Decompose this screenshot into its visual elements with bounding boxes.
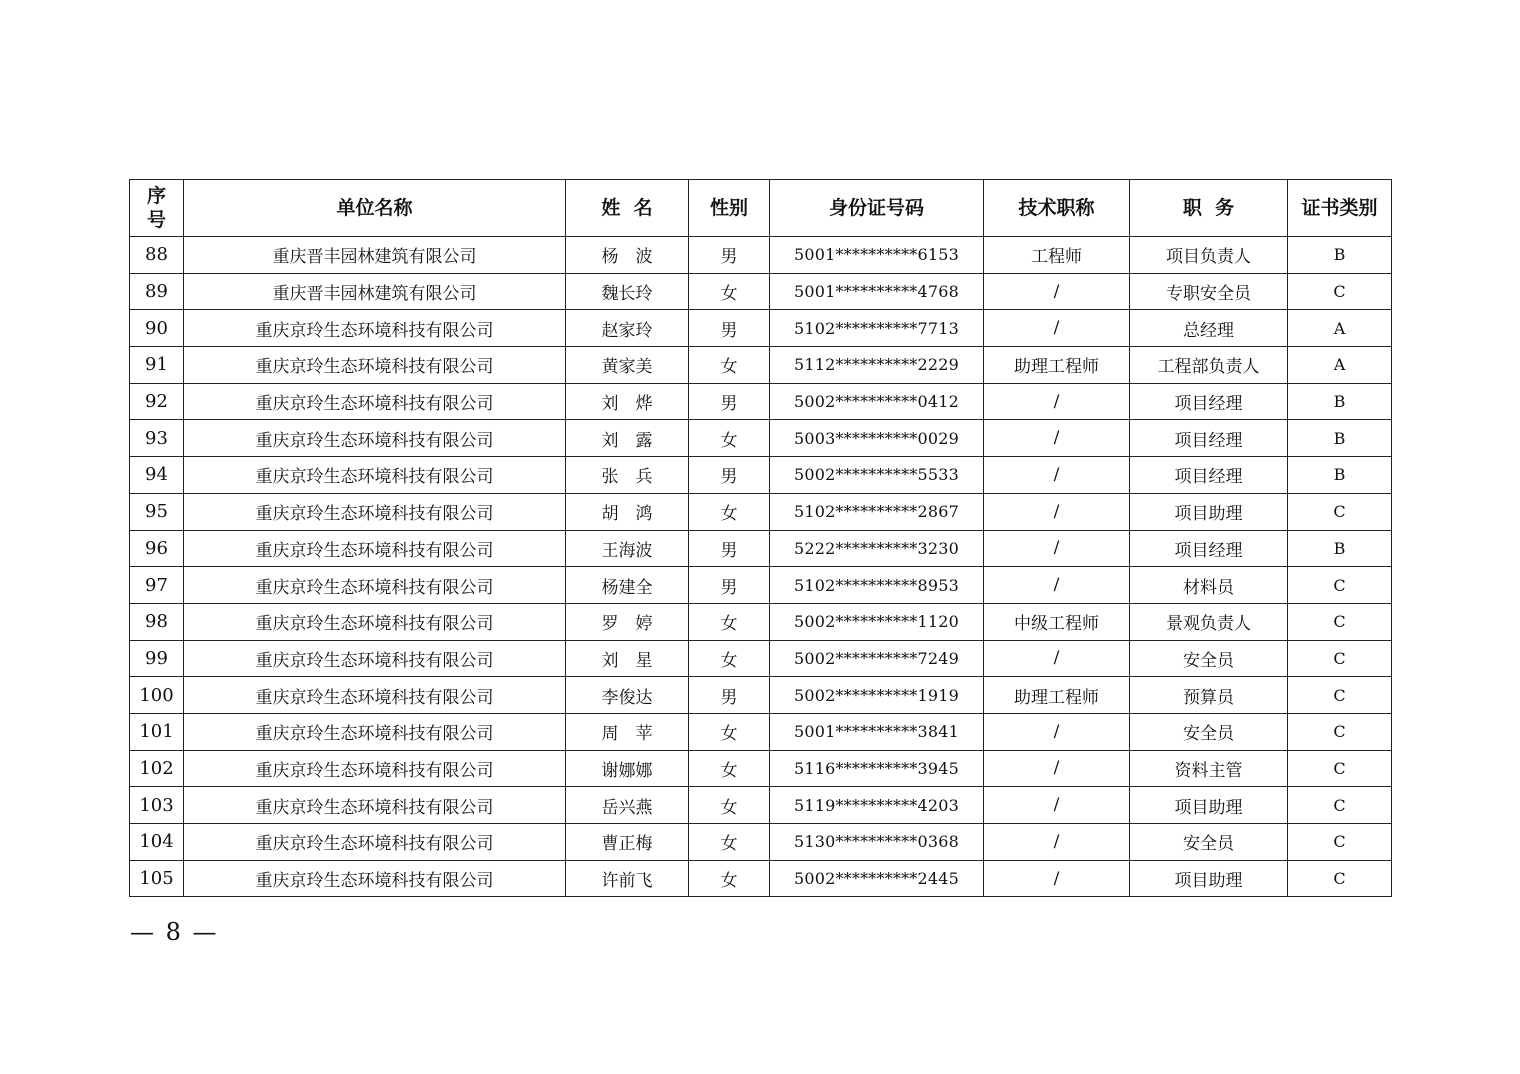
cell-id-number: 5102**********8953 [770,567,984,604]
cell-unit-name: 重庆京玲生态环境科技有限公司 [184,750,566,787]
cell-name: 魏长玲 [566,273,689,310]
cell-id-number: 5002**********2445 [770,860,984,897]
table-row [130,420,1392,457]
cell-cert-type: C [1288,677,1392,714]
cell-gender: 男 [689,567,770,604]
cell-unit-name: 重庆京玲生态环境科技有限公司 [184,530,566,567]
cell-position: 项目助理 [1130,860,1288,897]
cell-seq: 95 [130,493,184,530]
cell-cert-type: C [1288,493,1392,530]
cell-cert-type: A [1288,310,1392,347]
cell-name: 岳兴燕 [566,787,689,824]
cell-seq: 89 [130,273,184,310]
cell-cert-type: C [1288,273,1392,310]
cell-gender: 男 [689,237,770,274]
cell-seq: 88 [130,237,184,274]
cell-name: 杨建全 [566,567,689,604]
table-row [130,237,1392,274]
cell-tech-title: / [984,750,1130,787]
cell-seq: 101 [130,713,184,750]
cell-seq: 97 [130,567,184,604]
cell-unit-name: 重庆晋丰园林建筑有限公司 [184,273,566,310]
cell-tech-title: / [984,713,1130,750]
cell-gender: 男 [689,530,770,567]
cell-cert-type: B [1288,383,1392,420]
cell-tech-title: / [984,567,1130,604]
cell-tech-title: / [984,273,1130,310]
cell-cert-type: C [1288,787,1392,824]
cell-id-number: 5119**********4203 [770,787,984,824]
cell-gender: 女 [689,713,770,750]
cell-tech-title: 工程师 [984,237,1130,274]
cell-unit-name: 重庆京玲生态环境科技有限公司 [184,824,566,861]
cell-unit-name: 重庆京玲生态环境科技有限公司 [184,860,566,897]
cell-name: 刘 露 [566,420,689,457]
cell-unit-name: 重庆京玲生态环境科技有限公司 [184,493,566,530]
cell-cert-type: C [1288,713,1392,750]
cell-cert-type: C [1288,824,1392,861]
cell-tech-title: / [984,493,1130,530]
table-row [130,787,1392,824]
cell-unit-name: 重庆京玲生态环境科技有限公司 [184,420,566,457]
table-header [130,180,1392,237]
cell-cert-type: B [1288,420,1392,457]
cell-cert-type: C [1288,860,1392,897]
header-name: 姓 名 [566,180,689,237]
cell-cert-type: C [1288,640,1392,677]
cell-cert-type: B [1288,530,1392,567]
cell-tech-title: / [984,420,1130,457]
table-row [130,273,1392,310]
cell-cert-type: B [1288,237,1392,274]
cell-tech-title: 助理工程师 [984,677,1130,714]
cell-position: 项目经理 [1130,383,1288,420]
personnel-table [129,179,1392,897]
cell-tech-title: / [984,787,1130,824]
cell-id-number: 5222**********3230 [770,530,984,567]
cell-position: 项目经理 [1130,420,1288,457]
cell-id-number: 5002**********7249 [770,640,984,677]
cell-gender: 女 [689,493,770,530]
cell-position: 景观负责人 [1130,603,1288,640]
cell-seq: 98 [130,603,184,640]
table-row [130,567,1392,604]
cell-seq: 100 [130,677,184,714]
cell-seq: 102 [130,750,184,787]
cell-unit-name: 重庆京玲生态环境科技有限公司 [184,383,566,420]
cell-gender: 女 [689,420,770,457]
cell-unit-name: 重庆晋丰园林建筑有限公司 [184,237,566,274]
cell-tech-title: / [984,310,1130,347]
cell-gender: 女 [689,824,770,861]
cell-seq: 103 [130,787,184,824]
table-row [130,530,1392,567]
cell-tech-title: / [984,860,1130,897]
cell-id-number: 5002**********1919 [770,677,984,714]
cell-position: 材料员 [1130,567,1288,604]
page-number: — 8 — [130,918,219,946]
cell-seq: 104 [130,824,184,861]
cell-gender: 女 [689,640,770,677]
cell-name: 罗 婷 [566,603,689,640]
cell-id-number: 5001**********3841 [770,713,984,750]
cell-position: 项目经理 [1130,530,1288,567]
cell-gender: 女 [689,787,770,824]
cell-id-number: 5130**********0368 [770,824,984,861]
cell-seq: 94 [130,457,184,494]
cell-tech-title: / [984,530,1130,567]
cell-position: 项目助理 [1130,493,1288,530]
table-row [130,347,1392,384]
cell-position: 专职安全员 [1130,273,1288,310]
cell-gender: 女 [689,347,770,384]
cell-position: 项目经理 [1130,457,1288,494]
header-position: 职 务 [1130,180,1288,237]
cell-tech-title: / [984,457,1130,494]
cell-seq: 92 [130,383,184,420]
cell-position: 资料主管 [1130,750,1288,787]
cell-tech-title: / [984,824,1130,861]
cell-seq: 90 [130,310,184,347]
cell-seq: 99 [130,640,184,677]
header-unit-name: 单位名称 [184,180,566,237]
cell-tech-title: / [984,383,1130,420]
cell-name: 张 兵 [566,457,689,494]
cell-name: 谢娜娜 [566,750,689,787]
cell-tech-title: 中级工程师 [984,603,1130,640]
cell-position: 工程部负责人 [1130,347,1288,384]
header-seq: 序 号 [130,180,184,237]
cell-unit-name: 重庆京玲生态环境科技有限公司 [184,677,566,714]
cell-seq: 105 [130,860,184,897]
cell-cert-type: C [1288,567,1392,604]
cell-name: 刘 烨 [566,383,689,420]
header-row [130,180,1392,237]
cell-id-number: 5001**********6153 [770,237,984,274]
cell-gender: 女 [689,860,770,897]
cell-cert-type: A [1288,347,1392,384]
cell-gender: 男 [689,457,770,494]
cell-gender: 男 [689,677,770,714]
cell-cert-type: C [1288,750,1392,787]
cell-name: 刘 星 [566,640,689,677]
cell-name: 胡 鸿 [566,493,689,530]
table-row [130,860,1392,897]
cell-gender: 男 [689,310,770,347]
cell-position: 安全员 [1130,824,1288,861]
cell-cert-type: C [1288,603,1392,640]
cell-name: 李俊达 [566,677,689,714]
cell-cert-type: B [1288,457,1392,494]
cell-id-number: 5102**********7713 [770,310,984,347]
table-row [130,603,1392,640]
header-cert-type: 证书类别 [1288,180,1392,237]
cell-name: 曹正梅 [566,824,689,861]
cell-id-number: 5002**********1120 [770,603,984,640]
cell-name: 周 苹 [566,713,689,750]
cell-seq: 96 [130,530,184,567]
cell-id-number: 5002**********0412 [770,383,984,420]
table-body [130,237,1392,897]
table-row [130,640,1392,677]
cell-id-number: 5116**********3945 [770,750,984,787]
cell-position: 预算员 [1130,677,1288,714]
cell-unit-name: 重庆京玲生态环境科技有限公司 [184,603,566,640]
table-row [130,493,1392,530]
cell-id-number: 5001**********4768 [770,273,984,310]
cell-gender: 女 [689,603,770,640]
cell-name: 赵家玲 [566,310,689,347]
cell-gender: 女 [689,273,770,310]
cell-unit-name: 重庆京玲生态环境科技有限公司 [184,787,566,824]
cell-name: 王海波 [566,530,689,567]
cell-unit-name: 重庆京玲生态环境科技有限公司 [184,457,566,494]
cell-name: 杨 波 [566,237,689,274]
cell-seq: 91 [130,347,184,384]
cell-position: 总经理 [1130,310,1288,347]
cell-name: 许前飞 [566,860,689,897]
table-row [130,677,1392,714]
table-row [130,310,1392,347]
cell-position: 安全员 [1130,640,1288,677]
cell-tech-title: / [984,640,1130,677]
cell-unit-name: 重庆京玲生态环境科技有限公司 [184,567,566,604]
cell-id-number: 5112**********2229 [770,347,984,384]
cell-position: 项目负责人 [1130,237,1288,274]
cell-unit-name: 重庆京玲生态环境科技有限公司 [184,640,566,677]
table-row [130,713,1392,750]
cell-seq: 93 [130,420,184,457]
cell-gender: 男 [689,383,770,420]
cell-unit-name: 重庆京玲生态环境科技有限公司 [184,347,566,384]
table-row [130,457,1392,494]
cell-position: 安全员 [1130,713,1288,750]
cell-id-number: 5102**********2867 [770,493,984,530]
header-gender: 性别 [689,180,770,237]
table-row [130,383,1392,420]
cell-unit-name: 重庆京玲生态环境科技有限公司 [184,310,566,347]
table-row [130,750,1392,787]
cell-id-number: 5003**********0029 [770,420,984,457]
header-tech-title: 技术职称 [984,180,1130,237]
cell-tech-title: 助理工程师 [984,347,1130,384]
cell-name: 黄家美 [566,347,689,384]
cell-position: 项目助理 [1130,787,1288,824]
header-id-number: 身份证号码 [770,180,984,237]
cell-id-number: 5002**********5533 [770,457,984,494]
cell-unit-name: 重庆京玲生态环境科技有限公司 [184,713,566,750]
table-row [130,824,1392,861]
cell-gender: 女 [689,750,770,787]
